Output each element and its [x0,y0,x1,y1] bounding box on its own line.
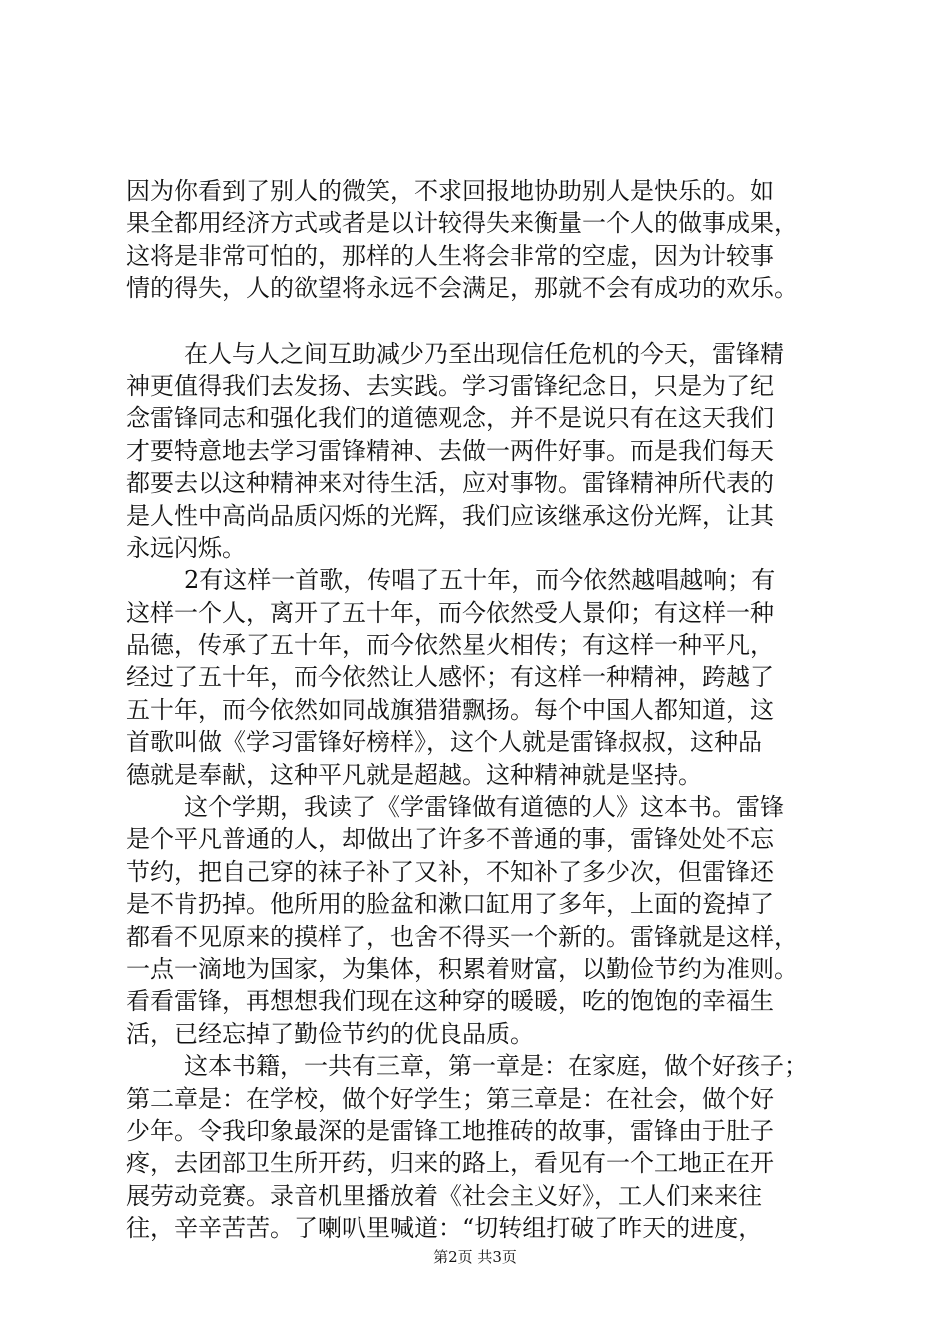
text-line: 永远闪烁。 [126,533,246,562]
text-line: 疼，去团部卫生所开药，归来的路上，看见有一个工地正在开 [126,1149,774,1178]
text-line: 情的得失，人的欲望将永远不会满足，那就不会有成功的欢乐。 [126,274,798,303]
text-line: 第二章是：在学校，做个好学生；第三章是：在社会，做个好 [126,1084,774,1113]
text-line: 果全都用经济方式或者是以计较得失来衡量一个人的做事成果， [126,209,798,238]
text-line: 都要去以这种精神来对待生活，应对事物。雷锋精神所代表的 [126,469,774,498]
text-line: 才要特意地去学习雷锋精神、去做一两件好事。而是我们每天 [126,436,774,465]
text-line: 往，辛辛苦苦。了喇叭里喊道：“切转组打破了昨天的进度， [126,1214,763,1243]
text-line: 德就是奉献，这种平凡就是超越。这种精神就是坚持。 [126,760,702,789]
paragraph [126,791,830,1050]
text-line: 都看不见原来的摸样了，也舍不得买一个新的。雷锋就是这样， [126,922,798,951]
paragraph [126,175,830,305]
text-line: 经过了五十年，而今依然让人感怀；有这样一种精神，跨越了 [126,663,774,692]
text-line: 节约，把自己穿的袜子补了又补，不知补了多少次，但雷锋还 [126,857,774,886]
text-line: 在人与人之间互助减少乃至出现信任危机的今天，雷锋精 [184,339,784,368]
text-line: 这本书籍，一共有三章，第一章是：在家庭，做个好孩子； [184,1052,808,1081]
text-line: 五十年，而今依然如同战旗猎猎飘扬。每个中国人都知道，这 [126,695,774,724]
text-line: 是人性中高尚品质闪烁的光辉，我们应该继承这份光辉，让其 [126,501,774,530]
text-line: 是不肯扔掉。他所用的脸盆和漱口缸用了多年，上面的瓷掉了 [126,890,774,919]
text-line: 念雷锋同志和强化我们的道德观念，并不是说只有在这天我们 [126,404,774,433]
paragraph-spacer [126,305,830,338]
text-line: 品德，传承了五十年，而今依然星火相传；有这样一种平凡， [126,631,774,660]
text-line: 一点一滴地为国家，为集体，积累着财富，以勤俭节约为准则。 [126,954,798,983]
text-line: 活，已经忘掉了勤俭节约的优良品质。 [126,1019,534,1048]
text-line: 少年。令我印象最深的是雷锋工地推砖的故事，雷锋由于肚子 [126,1116,774,1145]
paragraph [126,564,830,791]
paragraph [126,338,830,565]
text-line: 展劳动竞赛。录音机里播放着《社会主义好》，工人们来来往 [126,1181,762,1210]
text-line: 首歌叫做《学习雷锋好榜样》，这个人就是雷锋叔叔，这种品 [126,728,762,757]
text-line: 2有这样一首歌，传唱了五十年，而今依然越唱越响；有 [184,566,776,595]
body-text [126,175,830,1245]
page-number-footer: 第2页 共3页 [433,1248,517,1266]
text-line: 因为你看到了别人的微笑，不求回报地协助别人是快乐的。如 [126,177,774,205]
text-line: 是个平凡普通的人，却做出了许多不普通的事，雷锋处处不忘 [126,825,774,854]
text-line: 这个学期，我读了《学雷锋做有道德的人》这本书。雷锋 [184,793,784,822]
paragraph [126,1050,830,1244]
text-line: 神更值得我们去发扬、去实践。学习雷锋纪念日，只是为了纪 [126,371,774,400]
text-line: 这样一个人，离开了五十年，而今依然受人景仰；有这样一种 [126,598,774,627]
text-line: 看看雷锋，再想想我们现在这种穿的暖暖，吃的饱饱的幸福生 [126,987,774,1016]
text-line: 这将是非常可怕的，那样的人生将会非常的空虚，因为计较事 [126,241,774,270]
